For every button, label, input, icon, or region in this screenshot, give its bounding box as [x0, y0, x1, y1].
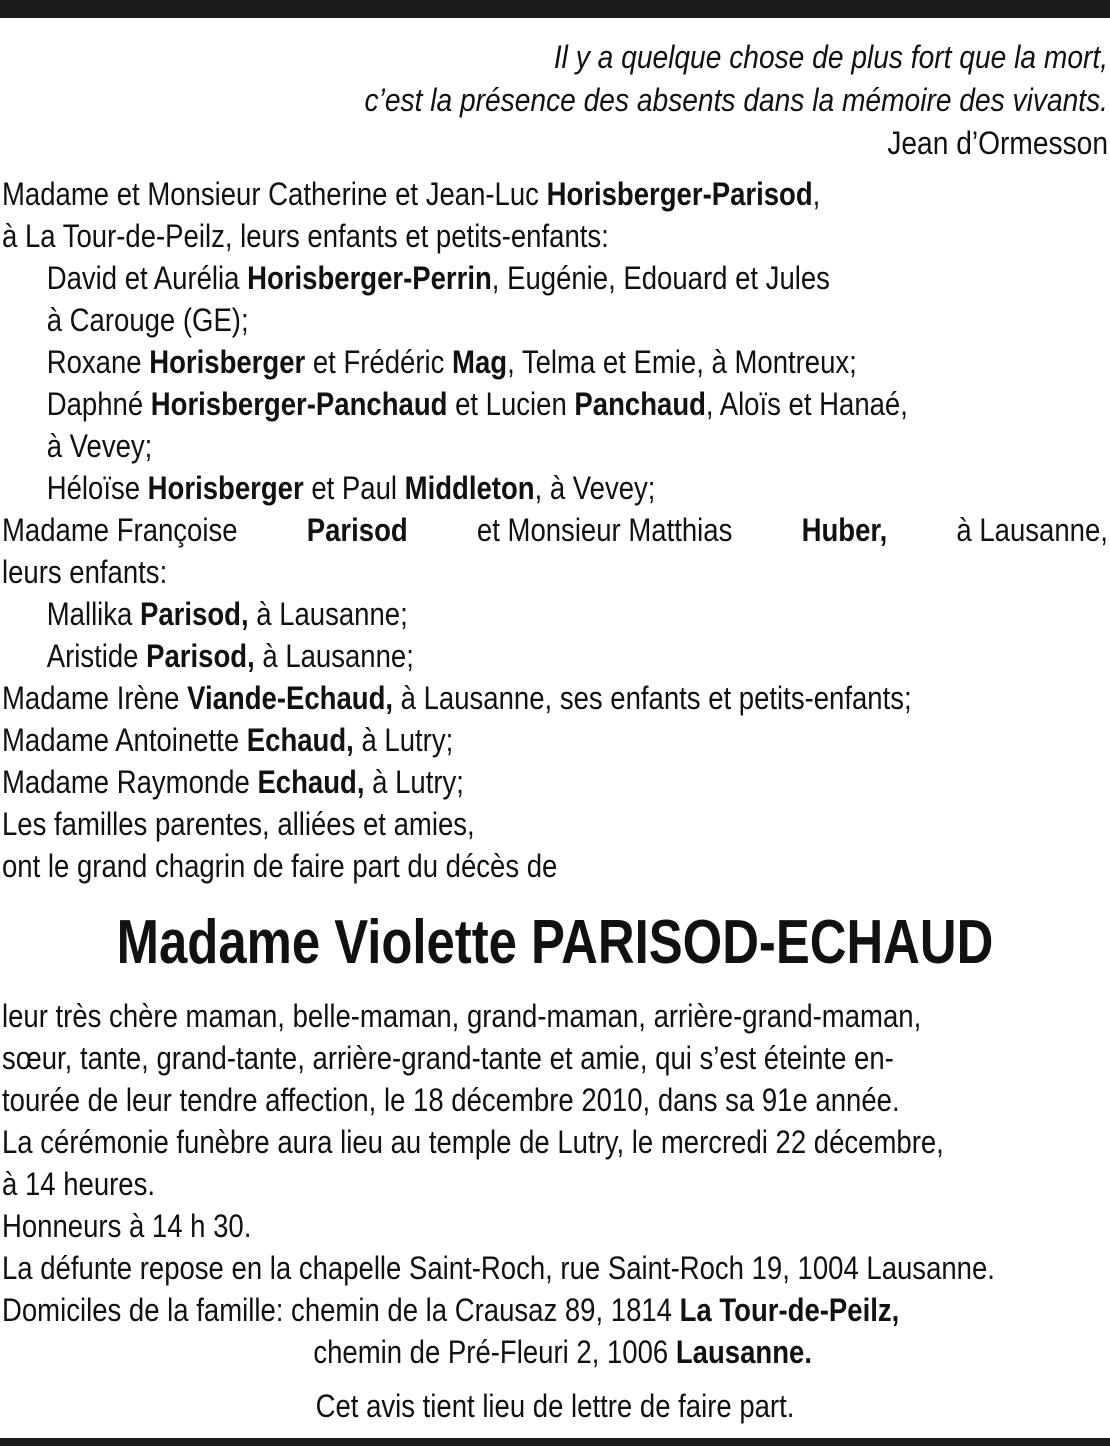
family-line-7: Mallika Parisod, à Lausanne;	[46, 596, 408, 632]
family-line-12: Les familles parentes, alliées et amies,	[2, 806, 475, 842]
body-line-5: à 14 heures.	[2, 1166, 155, 1202]
family-line-1b: à La Tour-de-Peilz, leurs enfants et petits-enfants:	[2, 218, 609, 254]
quote-line-2: c’est la présence des absents dans la mémoire des vivants.	[364, 82, 1108, 118]
quote-author: Jean d’Ormesson	[887, 125, 1108, 161]
family-line-8: Aristide Parisod, à Lausanne;	[46, 638, 414, 674]
family-line-9: Madame Irène Viande-Echaud, à Lausanne, ses enfants et petits-enfants;	[2, 680, 912, 716]
family-line-2b: à Carouge (GE);	[46, 302, 249, 338]
bottom-rule	[0, 1438, 1110, 1446]
quote-line-1: Il y a quelque chose de plus fort que la mort,	[553, 39, 1108, 75]
family-line-11: Madame Raymonde Echaud, à Lutry;	[2, 764, 464, 800]
family-line-10: Madame Antoinette Echaud, à Lutry;	[2, 722, 454, 758]
deceased-name: Madame Violette PARISOD-ECHAUD	[116, 908, 994, 977]
domicile-line-1: Domiciles de la famille: chemin de la Crausaz 89, 1814 La Tour-de-Peilz,	[2, 1292, 900, 1328]
family-line-6: Madame Françoise Parisod et Monsieur Matthias Huber, à Lausanne,	[2, 512, 1108, 548]
notice-content	[2, 36, 1108, 1428]
domicile-line-2: chemin de Pré-Fleuri 2, 1006 Lausanne.	[313, 1334, 812, 1370]
body-line-3: tourée de leur tendre affection, le 18 décembre 2010, dans sa 91e année.	[2, 1082, 900, 1118]
body-line-2: sœur, tante, grand-tante, arrière-grand-tante et amie, qui s’est éteinte en-	[2, 1040, 894, 1076]
family-line-2: David et Aurélia Horisberger-Perrin, Eugénie, Edouard et Jules	[46, 260, 830, 296]
family-line-13: ont le grand chagrin de faire part du décès de	[2, 848, 558, 884]
family-line-6b: leurs enfants:	[2, 554, 168, 590]
top-rule	[0, 0, 1110, 18]
body-line-4: La cérémonie funèbre aura lieu au temple de Lutry, le mercredi 22 décembre,	[2, 1124, 944, 1160]
body-line-7: La défunte repose en la chapelle Saint-Roch, rue Saint-Roch 19, 1004 Lausanne.	[2, 1250, 995, 1286]
family-line-5: Héloïse Horisberger et Paul Middleton, à Vevey;	[46, 470, 656, 506]
family-line-1: Madame et Monsieur Catherine et Jean-Luc Horisberger-Parisod,	[2, 176, 821, 212]
closing-note: Cet avis tient lieu de lettre de faire part.	[315, 1388, 795, 1424]
body-line-1: leur très chère maman, belle-maman, grand-maman, arrière-grand-maman,	[2, 998, 922, 1034]
body-line-6: Honneurs à 14 h 30.	[2, 1208, 252, 1244]
family-line-4: Daphné Horisberger-Panchaud et Lucien Panchaud, Aloïs et Hanaé,	[46, 386, 908, 422]
family-line-3: Roxane Horisberger et Frédéric Mag, Telma et Emie, à Montreux;	[46, 344, 857, 380]
family-line-4b: à Vevey;	[46, 428, 153, 464]
